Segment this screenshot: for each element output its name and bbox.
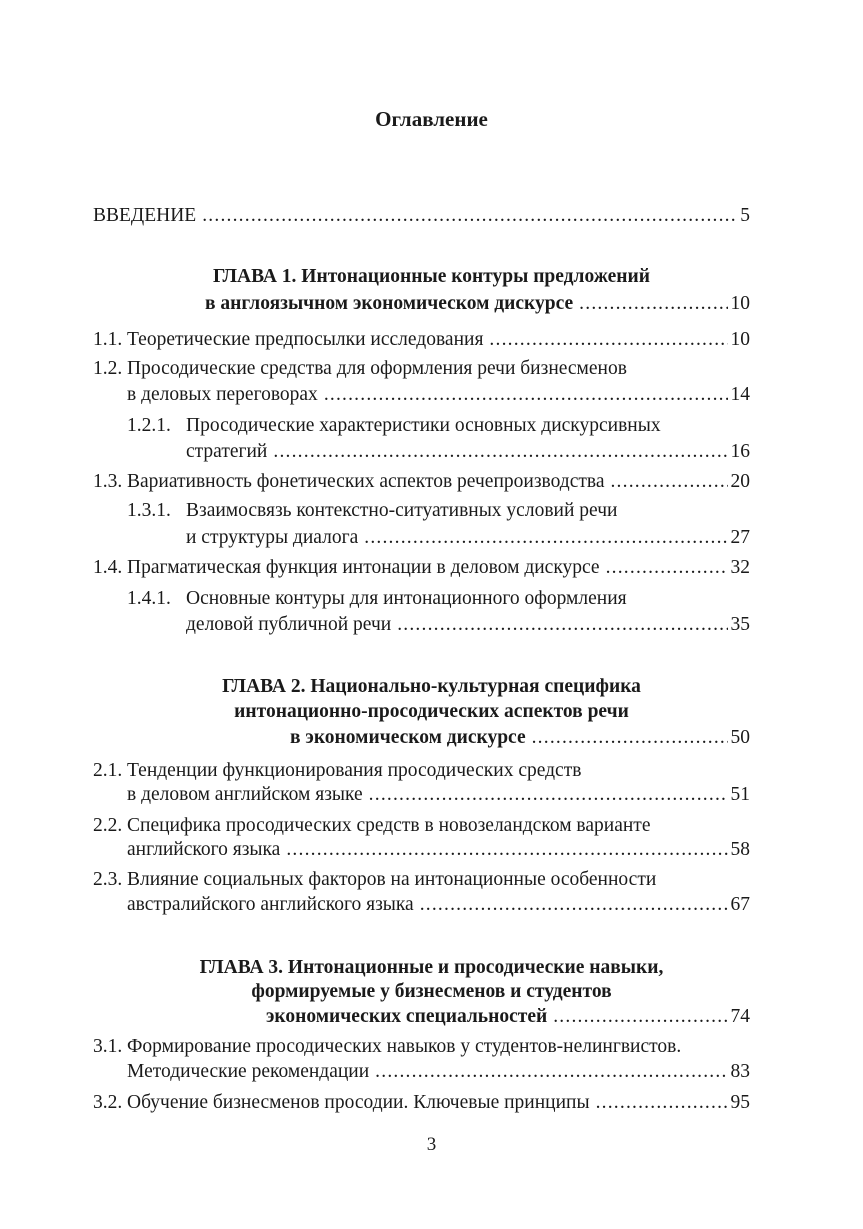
toc-page-number: 83 [730, 1061, 750, 1082]
chapter-3-heading-line-2: формируемые у бизнесменов и студентов [251, 981, 612, 1002]
dot-leader [369, 783, 728, 807]
section-number: 2.3. [93, 869, 123, 890]
section-title-continued: стратегий [186, 441, 268, 462]
page-number: 3 [426, 1134, 437, 1155]
section-title-continued: в деловых переговорах [127, 384, 318, 405]
dot-leader [375, 1060, 727, 1084]
toc-page-number: 95 [730, 1092, 750, 1113]
toc-page-number: 67 [730, 894, 750, 915]
section-number: 1.2.1. [127, 415, 171, 436]
section-title-continued: деловой публичной речи [186, 614, 392, 635]
section-title: Специфика просодических средств в новозеландском варианте [127, 815, 651, 836]
dot-leader [489, 328, 727, 352]
section-title-continued: английского языка [127, 839, 281, 860]
chapter-2-heading-line-1: ГЛАВА 2. Национально-культурная специфика [222, 676, 641, 697]
toc-entry-1-3-1[interactable] [186, 526, 750, 550]
toc-entry-chapter-2[interactable] [290, 726, 750, 750]
section-title: Формирование просодических навыков у студентов-нелингвистов. [127, 1036, 682, 1057]
toc-entry-intro[interactable] [93, 204, 750, 228]
toc-entry-1-4-1-line-1[interactable] [127, 587, 627, 611]
dot-leader [324, 383, 728, 407]
chapter-1-heading-line-2: в англоязычном экономическом дискурсе [205, 293, 574, 314]
toc-entry-2-3[interactable] [127, 893, 750, 917]
toc-entry-2-1-line-1[interactable] [93, 759, 581, 783]
toc-entry-2-2[interactable] [127, 838, 750, 862]
toc-page-number: 51 [730, 784, 750, 805]
section-number: 1.2. [93, 358, 123, 379]
dot-leader [532, 726, 728, 750]
section-title: Просодические средства для оформления речи бизнесменов [127, 358, 627, 379]
toc-entry-1-2[interactable] [127, 383, 750, 407]
toc-entry-1-4-1[interactable] [186, 613, 750, 637]
section-title: Основные контуры для интонационного оформления [186, 588, 627, 609]
dot-leader [202, 204, 737, 228]
toc-page-number: 58 [730, 839, 750, 860]
toc-entry-chapter-3[interactable] [266, 1005, 750, 1029]
toc-page-number: 10 [730, 293, 750, 314]
section-number: 3.1. [93, 1036, 123, 1057]
toc-entry-2-2-line-1[interactable] [93, 814, 650, 838]
section-title: Вариативность фонетических аспектов речепроизводства [127, 471, 605, 492]
toc-entry-1-2-1-line-1[interactable] [127, 414, 661, 438]
dot-leader [397, 613, 727, 637]
toc-entry-3-1[interactable] [127, 1060, 750, 1084]
chapter-3-heading-line-3: экономических специальностей [266, 1006, 548, 1027]
toc-page-number: 20 [730, 471, 750, 492]
section-title-continued: Методические рекомендации [127, 1061, 370, 1082]
chapter-1-heading-line-1: ГЛАВА 1. Интонационные контуры предложений [213, 266, 650, 287]
toc-page-number: 14 [730, 384, 750, 405]
section-title: Обучение бизнесменов просодии. Ключевые принципы [127, 1092, 590, 1113]
section-title-continued: и структуры диалога [186, 527, 359, 548]
section-number: 3.2. [93, 1092, 123, 1113]
section-title: Тенденции функционирования просодических средств [127, 760, 582, 781]
dot-leader [364, 526, 727, 550]
chapter-2-heading-line-2: интонационно-просодических аспектов речи [234, 701, 629, 722]
section-number: 1.4.1. [127, 588, 171, 609]
section-number: 1.1. [93, 329, 123, 350]
toc-entry-3-2[interactable] [93, 1091, 750, 1115]
section-title: Теоретические предпосылки исследования [127, 329, 484, 350]
section-number: 1.3.1. [127, 500, 171, 521]
chapter-2-heading-line-3: в экономическом дискурсе [290, 727, 526, 748]
section-title-continued: австралийского английского языка [127, 894, 414, 915]
section-number: 1.3. [93, 471, 123, 492]
dot-leader [286, 838, 727, 862]
toc-page-number: 50 [730, 727, 750, 748]
toc-page-number: 74 [730, 1006, 750, 1027]
dot-leader [579, 292, 727, 316]
toc-entry-chapter-1[interactable] [205, 292, 750, 316]
section-number: 2.1. [93, 760, 123, 781]
toc-page-number: 5 [740, 205, 750, 226]
toc-entry-3-1-line-1[interactable] [93, 1035, 681, 1059]
dot-leader [553, 1005, 727, 1029]
section-number: 2.2. [93, 815, 123, 836]
dot-leader [273, 440, 727, 464]
dot-leader [610, 470, 727, 494]
section-title-continued: в деловом английском языке [127, 784, 363, 805]
section-title: Взаимосвязь контекстно-ситуативных условий речи [186, 500, 618, 521]
toc-entry-1-3[interactable] [93, 470, 750, 494]
section-number: 1.4. [93, 557, 123, 578]
toc-entry-label: ВВЕДЕНИЕ [93, 205, 197, 226]
toc-page-number: 10 [730, 329, 750, 350]
toc-entry-1-2-1[interactable] [186, 440, 750, 464]
toc-page-number: 27 [730, 527, 750, 548]
toc-entry-2-1[interactable] [127, 783, 750, 807]
toc-entry-1-3-1-line-1[interactable] [127, 499, 617, 523]
toc-entry-1-4[interactable] [93, 556, 750, 580]
page-title: Оглавление [375, 107, 488, 131]
toc-page-number: 32 [730, 557, 750, 578]
dot-leader [420, 893, 728, 917]
dot-leader [596, 1091, 728, 1115]
toc-page-number: 16 [730, 441, 750, 462]
section-title: Просодические характеристики основных дискурсивных [186, 415, 661, 436]
section-title: Прагматическая функция интонации в деловом дискурсе [127, 557, 600, 578]
toc-entry-2-3-line-1[interactable] [93, 868, 656, 892]
toc-entry-1-1[interactable] [93, 328, 750, 352]
chapter-3-heading-line-1: ГЛАВА 3. Интонационные и просодические навыки, [199, 957, 664, 978]
section-title: Влияние социальных факторов на интонационные особенности [127, 869, 657, 890]
toc-page-number: 35 [730, 614, 750, 635]
dot-leader [606, 556, 728, 580]
toc-entry-1-2-line-1[interactable] [93, 357, 627, 381]
